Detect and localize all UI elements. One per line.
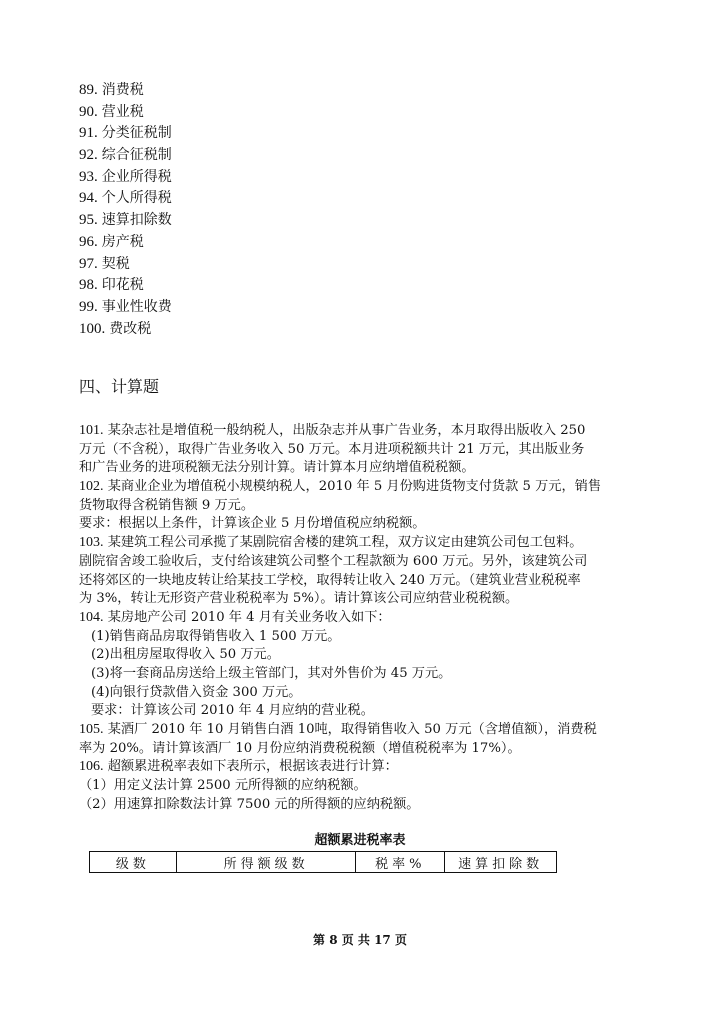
table-header-cell: 所得额级数 [176,852,356,873]
problem-105-line: 105. 某酒厂 2010 年 10 月销售白酒 10吨，取得销售收入 50 万元（含增值额），消费税 [79,722,597,737]
term-item: 92. 综合征税制 [79,147,172,164]
term-list [79,80,172,340]
term-item: 100. 费改税 [79,320,152,337]
term-item: 97. 契税 [79,255,130,272]
problem-102-line: 要求：根据以上条件，计算该企业 5 月份增值税应纳税额。 [79,516,426,532]
term-item: 98. 印花税 [79,277,144,294]
problem-106-line: 106. 超额累进税率表如下表所示，根据该表进行计算： [79,759,398,775]
table-header-cell: 速算扣除数 [445,852,557,873]
term-item: 99. 事业性收费 [79,298,172,315]
problem-103-line: 剧院宿舍竣工验收后，支付给该建筑公司整个工程款额为 600 万元。另外，该建筑公司 [79,553,588,569]
problem-104-item: (1)销售商品房取得销售收入 1 500 万元。 [91,628,341,644]
problem-103-line: 还将郊区的一块地皮转让给某技工学校，取得转让收入 240 万元。（建筑业营业税税率 [79,572,581,588]
problem-101-line: 和广告业务的进项税额无法分别计算。请计算本月应纳增值税税额。 [79,460,475,476]
page-footer: 第 8 页 共 17 页 [313,933,407,947]
term-item: 91. 分类征税制 [79,125,172,142]
term-item: 96. 房产税 [79,233,144,250]
term-item: 89. 消费税 [79,82,144,98]
table-header-cell: 级数 [90,852,177,873]
section-title: 四、计算题 [79,377,160,396]
term-item: 93. 企业所得税 [79,168,172,185]
table-header-cell: 税率% [356,852,445,873]
table-title: 超额累进税率表 [314,833,406,848]
term-item: 95. 速算扣除数 [79,212,172,229]
problem-106-subitem: （2）用速算扣除数法计算 7500 元的所得额的应纳税额。 [79,796,420,812]
problem-104-item: (2)出租房屋取得收入 50 万元。 [91,647,280,663]
problem-104-item: (3)将一套商品房送给上级主管部门，其对外售价为 45 万元。 [91,665,452,681]
term-item: 94. 个人所得税 [79,190,172,207]
tax-rate-table [89,851,557,873]
problem-104-item: (4)向银行贷款借入资金 300 万元。 [91,684,302,700]
problem-105-line: 率为 20%。请计算该酒厂 10 月份应纳消费税税额（增值税税率为 17%）。 [79,740,521,756]
problem-101-line: 101. 某杂志社是增值税一般纳税人，出版杂志并从事广告业务，本月取得出版收入 250 [79,423,586,438]
problem-102-line: 102. 某商业企业为增值税小规模纳税人，2010 年 5 月份购进货物支付货款 5 万元，销售 [79,479,602,495]
problem-106-subitem: （1）用定义法计算 2500 元所得额的应纳税额。 [79,778,367,794]
problem-104-line: 104. 某房地产公司 2010 年 4 月有关业务收入如下： [79,609,391,625]
problem-102-line: 货物取得含税销售额 9 万元。 [79,497,255,513]
table-header-row [90,852,557,873]
problem-104-requirement: 要求：计算该公司 2010 年 4 月应纳的营业税。 [91,703,374,719]
problem-list [79,422,644,814]
problem-103-line: 103. 某建筑工程公司承揽了某剧院宿舍楼的建筑工程，双方议定由建筑公司包工包料。 [79,535,583,551]
problem-103-line: 为 3%，转让无形资产营业税税率为 5%）。请计算该公司应纳营业税税额。 [79,591,519,607]
problem-101-line: 万元（不含税），取得广告业务收入 50 万元。本月进项税额共计 21 万元，其出版业务 [79,441,585,457]
term-item: 90. 营业税 [79,103,144,120]
